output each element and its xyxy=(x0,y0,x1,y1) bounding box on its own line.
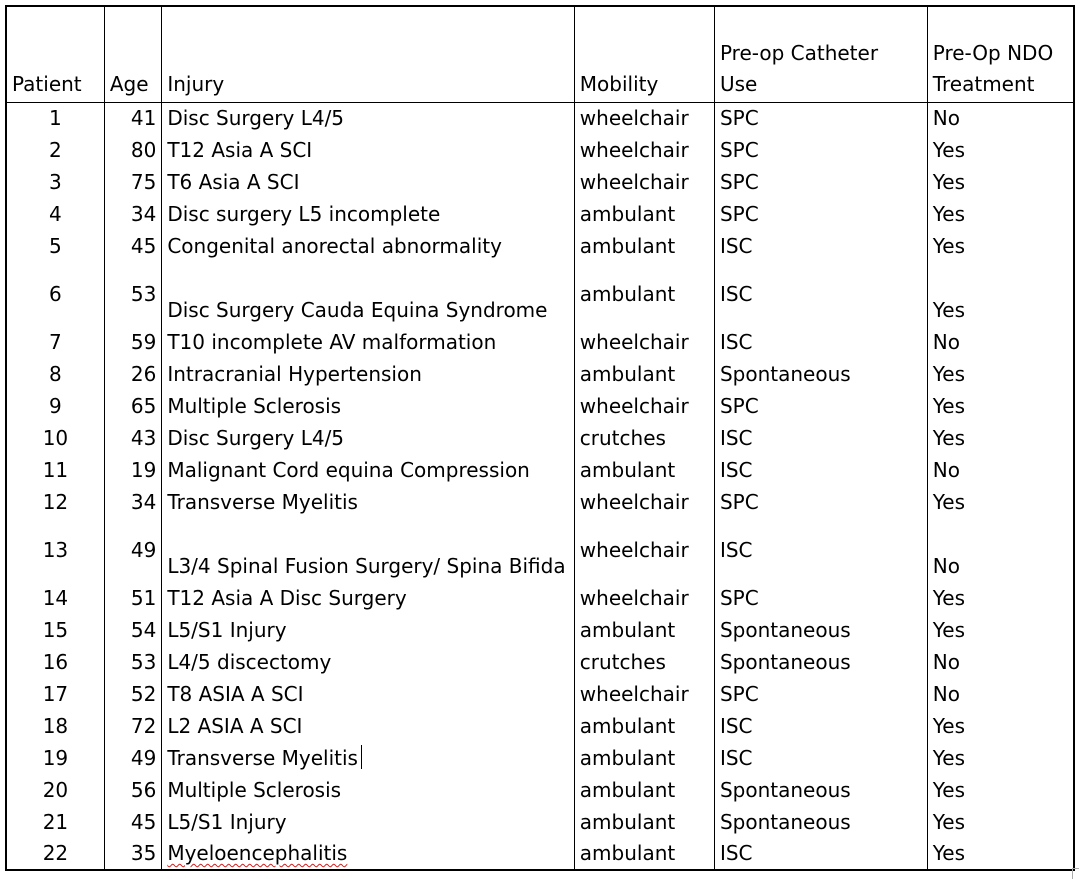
cell-patient-text: 5 xyxy=(49,233,62,258)
cell-patient-text: 15 xyxy=(42,617,69,642)
cell-age xyxy=(104,678,161,710)
cell-age-text: 43 xyxy=(130,425,157,450)
cell-age-text: 34 xyxy=(130,489,157,514)
cell-patient xyxy=(6,262,104,326)
cell-ndo-text: No xyxy=(932,682,960,706)
cell-injury xyxy=(162,646,574,678)
table-row xyxy=(6,390,1074,422)
cell-patient xyxy=(6,454,104,486)
header-row xyxy=(6,6,1074,102)
cell-ndo xyxy=(927,806,1074,838)
cell-mobility-text: ambulant xyxy=(579,617,676,642)
cell-injury-text: Multiple Sclerosis xyxy=(167,778,342,802)
cell-mobility-text: ambulant xyxy=(579,361,676,386)
cell-patient xyxy=(6,326,104,358)
cell-patient-text: 9 xyxy=(49,393,62,418)
table-row xyxy=(6,742,1074,774)
cell-patient-text: 22 xyxy=(42,841,69,865)
cell-age xyxy=(104,358,161,390)
patient-table-container xyxy=(5,5,1075,871)
cell-ndo-text: Yes xyxy=(932,490,966,514)
cell-age-text: 45 xyxy=(130,233,157,258)
cell-age-text: 54 xyxy=(130,617,157,642)
cell-ndo-text: Yes xyxy=(932,362,966,386)
cell-age-text: 56 xyxy=(130,777,157,802)
cell-ndo-text: Yes xyxy=(932,778,966,802)
cell-patient xyxy=(6,422,104,454)
cell-patient xyxy=(6,774,104,806)
cell-age-text: 72 xyxy=(130,713,157,738)
cell-mobility-text: wheelchair xyxy=(579,585,689,610)
cell-injury xyxy=(162,358,574,390)
cell-age-text: 80 xyxy=(130,137,157,162)
cell-age-text: 53 xyxy=(130,281,157,306)
cell-patient xyxy=(6,390,104,422)
cell-injury xyxy=(162,518,574,582)
cell-injury-text: T6 Asia A SCI xyxy=(167,170,300,194)
text-cursor xyxy=(361,745,362,769)
cell-mobility-text: ambulant xyxy=(579,777,676,802)
cell-mobility-text: ambulant xyxy=(579,233,676,258)
table-row xyxy=(6,838,1074,870)
cell-ndo xyxy=(927,134,1074,166)
cell-catheter xyxy=(714,742,927,774)
cell-ndo xyxy=(927,614,1074,646)
cell-age-text: 49 xyxy=(130,537,157,562)
cell-mobility-text: ambulant xyxy=(579,745,676,770)
cell-age xyxy=(104,518,161,582)
cell-catheter xyxy=(714,486,927,518)
cell-patient xyxy=(6,518,104,582)
cell-ndo-text: Yes xyxy=(932,618,966,642)
cell-mobility-text: wheelchair xyxy=(579,681,689,706)
table-row xyxy=(6,230,1074,262)
cell-catheter-text: ISC xyxy=(719,329,753,354)
cell-mobility xyxy=(574,262,714,326)
cell-mobility-text: wheelchair xyxy=(579,169,689,194)
cell-age xyxy=(104,134,161,166)
cell-catheter xyxy=(714,806,927,838)
cell-ndo xyxy=(927,518,1074,582)
cell-catheter-text: ISC xyxy=(719,281,753,306)
cell-ndo-text: No xyxy=(932,330,960,354)
cell-mobility xyxy=(574,358,714,390)
cell-injury-text: T10 incomplete AV malformation xyxy=(167,330,497,354)
cell-catheter-text: ISC xyxy=(719,457,753,482)
cell-catheter xyxy=(714,646,927,678)
cell-mobility xyxy=(574,134,714,166)
table-row xyxy=(6,422,1074,454)
cell-catheter-text: SPC xyxy=(719,137,759,162)
cell-injury xyxy=(162,166,574,198)
cell-catheter-text: ISC xyxy=(719,233,753,258)
cell-age xyxy=(104,646,161,678)
cell-injury xyxy=(162,710,574,742)
cell-ndo-text: Yes xyxy=(932,202,966,226)
cell-catheter xyxy=(714,614,927,646)
cell-ndo xyxy=(927,454,1074,486)
cell-catheter xyxy=(714,454,927,486)
cell-ndo-text: Yes xyxy=(932,746,966,770)
cell-age-text: 51 xyxy=(130,585,157,610)
cell-ndo xyxy=(927,166,1074,198)
cell-catheter xyxy=(714,134,927,166)
cell-injury-text: Disc Surgery L4/5 xyxy=(167,106,345,130)
cell-mobility xyxy=(574,806,714,838)
cell-patient xyxy=(6,486,104,518)
cell-injury-text: Transverse Myelitis xyxy=(167,746,358,770)
cell-catheter-text: Spontaneous xyxy=(719,777,851,802)
cell-age-text: 19 xyxy=(130,457,157,482)
cell-catheter xyxy=(714,358,927,390)
cell-age-text: 34 xyxy=(130,201,157,226)
cell-injury-text: T12 Asia A SCI xyxy=(167,138,313,162)
cell-age-text: 53 xyxy=(130,649,157,674)
cell-age xyxy=(104,454,161,486)
cell-patient-text: 7 xyxy=(49,329,62,354)
table-row xyxy=(6,358,1074,390)
cell-ndo xyxy=(927,582,1074,614)
cell-ndo-text: Yes xyxy=(932,714,966,738)
cell-injury xyxy=(162,422,574,454)
cell-ndo xyxy=(927,358,1074,390)
table-row xyxy=(6,710,1074,742)
cell-injury-text: L3/4 Spinal Fusion Surgery/ Spina Bifida xyxy=(167,554,566,578)
cell-injury-text: Multiple Sclerosis xyxy=(167,394,342,418)
cell-ndo xyxy=(927,774,1074,806)
cell-mobility-text: wheelchair xyxy=(579,137,689,162)
cell-catheter xyxy=(714,838,927,870)
cell-injury xyxy=(162,326,574,358)
cell-injury xyxy=(162,262,574,326)
cell-patient xyxy=(6,134,104,166)
cell-patient-text: 19 xyxy=(42,745,69,770)
cell-catheter-text: Spontaneous xyxy=(719,649,851,674)
cell-catheter-text: SPC xyxy=(719,489,759,514)
cell-catheter xyxy=(714,230,927,262)
cell-ndo xyxy=(927,422,1074,454)
cell-mobility-text: ambulant xyxy=(579,201,676,226)
table-row xyxy=(6,134,1074,166)
cell-patient-text: 4 xyxy=(49,201,62,226)
cell-patient xyxy=(6,742,104,774)
cell-mobility xyxy=(574,646,714,678)
cell-injury-text: L5/S1 Injury xyxy=(167,810,287,834)
header-ndo: Pre-Op NDO Treatment xyxy=(927,6,1074,102)
header-catheter: Pre-op Catheter Use xyxy=(714,6,927,102)
cell-ndo xyxy=(927,646,1074,678)
cell-mobility xyxy=(574,518,714,582)
cell-mobility xyxy=(574,198,714,230)
cell-age xyxy=(104,390,161,422)
cell-mobility xyxy=(574,230,714,262)
cell-catheter-text: ISC xyxy=(719,713,753,738)
cell-patient xyxy=(6,102,104,134)
cell-mobility xyxy=(574,838,714,870)
cell-age-text: 65 xyxy=(130,393,157,418)
cell-injury xyxy=(162,678,574,710)
cell-catheter xyxy=(714,390,927,422)
cell-mobility-text: wheelchair xyxy=(579,393,689,418)
cell-mobility xyxy=(574,742,714,774)
cell-ndo xyxy=(927,710,1074,742)
cell-catheter-text: ISC xyxy=(719,425,753,450)
cell-age-text: 35 xyxy=(130,841,157,865)
cell-patient-text: 16 xyxy=(42,649,69,674)
cell-patient xyxy=(6,614,104,646)
cell-ndo xyxy=(927,326,1074,358)
cell-mobility-text: ambulant xyxy=(579,841,676,865)
cell-mobility xyxy=(574,614,714,646)
cell-age-text: 59 xyxy=(130,329,157,354)
cell-catheter xyxy=(714,102,927,134)
cell-mobility-text: wheelchair xyxy=(579,105,689,130)
cell-injury-text: L4/5 discectomy xyxy=(167,650,332,674)
cell-mobility-text: ambulant xyxy=(579,457,676,482)
table-row xyxy=(6,262,1074,326)
cell-patient xyxy=(6,582,104,614)
header-age: Age xyxy=(104,6,161,102)
cell-injury-text: T12 Asia A Disc Surgery xyxy=(167,586,407,610)
cell-ndo-text: Yes xyxy=(932,170,966,194)
cell-catheter xyxy=(714,422,927,454)
cell-patient-text: 18 xyxy=(42,713,69,738)
cell-patient-text: 1 xyxy=(49,105,62,130)
cell-age xyxy=(104,774,161,806)
cell-catheter xyxy=(714,582,927,614)
cell-patient xyxy=(6,198,104,230)
cell-injury xyxy=(162,102,574,134)
cell-patient-text: 6 xyxy=(49,281,62,306)
cell-ndo-text: Yes xyxy=(932,586,966,610)
cell-mobility-text: ambulant xyxy=(579,809,676,834)
cell-mobility-text: wheelchair xyxy=(579,537,689,562)
cell-ndo xyxy=(927,742,1074,774)
cell-mobility-text: crutches xyxy=(579,425,666,450)
cell-injury-text: Disc surgery L5 incomplete xyxy=(167,202,441,226)
cell-ndo-text: Yes xyxy=(932,426,966,450)
table-row xyxy=(6,678,1074,710)
cell-age xyxy=(104,102,161,134)
cell-ndo-text: Yes xyxy=(932,138,966,162)
cell-mobility-text: wheelchair xyxy=(579,489,689,514)
cell-injury xyxy=(162,774,574,806)
cell-age xyxy=(104,262,161,326)
cell-ndo-text: Yes xyxy=(932,234,966,258)
cell-patient-text: 21 xyxy=(42,809,69,834)
cell-age xyxy=(104,742,161,774)
cell-catheter-text: ISC xyxy=(719,841,753,865)
cell-patient xyxy=(6,838,104,870)
cell-injury xyxy=(162,806,574,838)
cell-mobility xyxy=(574,326,714,358)
cell-mobility xyxy=(574,486,714,518)
table-row xyxy=(6,102,1074,134)
cell-injury-text: Intracranial Hypertension xyxy=(167,362,422,386)
cell-age xyxy=(104,710,161,742)
cell-ndo-text: No xyxy=(932,650,960,674)
cell-patient-text: 20 xyxy=(42,777,69,802)
header-patient: Patient xyxy=(6,6,104,102)
table-body xyxy=(6,102,1074,870)
cell-patient-text: 12 xyxy=(42,489,69,514)
cell-mobility-text: ambulant xyxy=(579,713,676,738)
cell-ndo xyxy=(927,838,1074,870)
cell-catheter-text: SPC xyxy=(719,681,759,706)
cell-injury-text: Disc Surgery L4/5 xyxy=(167,426,345,450)
cell-mobility xyxy=(574,454,714,486)
table-row xyxy=(6,614,1074,646)
cell-catheter-text: SPC xyxy=(719,201,759,226)
cell-injury-text: T8 ASIA A SCI xyxy=(167,682,304,706)
cell-mobility xyxy=(574,390,714,422)
cell-age xyxy=(104,486,161,518)
cell-catheter xyxy=(714,774,927,806)
cell-patient xyxy=(6,646,104,678)
cell-age xyxy=(104,582,161,614)
cell-ndo-text: No xyxy=(932,106,960,130)
cell-ndo-text: Yes xyxy=(932,810,966,834)
cell-age-text: 41 xyxy=(130,105,157,130)
cell-age xyxy=(104,166,161,198)
cell-ndo xyxy=(927,486,1074,518)
cell-ndo xyxy=(927,198,1074,230)
patient-table xyxy=(5,5,1075,871)
cell-catheter-text: Spontaneous xyxy=(719,617,851,642)
cell-catheter-text: ISC xyxy=(719,537,753,562)
cell-mobility-text: crutches xyxy=(579,649,666,674)
table-row xyxy=(6,454,1074,486)
cell-catheter xyxy=(714,198,927,230)
header-injury: Injury xyxy=(162,6,574,102)
cell-injury-text: L5/S1 Injury xyxy=(167,618,287,642)
cell-ndo-text: Yes xyxy=(932,394,966,418)
cell-age-text: 45 xyxy=(130,809,157,834)
cell-ndo xyxy=(927,262,1074,326)
table-row xyxy=(6,806,1074,838)
table-row xyxy=(6,518,1074,582)
cell-injury xyxy=(162,838,574,870)
table-row xyxy=(6,582,1074,614)
cell-patient xyxy=(6,678,104,710)
cell-catheter-text: SPC xyxy=(719,393,759,418)
cell-ndo xyxy=(927,678,1074,710)
table-row xyxy=(6,198,1074,230)
table-row xyxy=(6,646,1074,678)
cell-catheter xyxy=(714,678,927,710)
cell-catheter xyxy=(714,166,927,198)
cell-ndo-text: No xyxy=(932,554,960,578)
cell-mobility xyxy=(574,166,714,198)
cell-patient xyxy=(6,806,104,838)
cell-injury xyxy=(162,390,574,422)
cell-age-text: 49 xyxy=(130,745,157,770)
cell-injury xyxy=(162,614,574,646)
cell-injury xyxy=(162,454,574,486)
cell-age xyxy=(104,806,161,838)
cell-age-text: 52 xyxy=(130,681,157,706)
cell-injury-text: Transverse Myelitis xyxy=(167,490,358,514)
cell-patient xyxy=(6,358,104,390)
cell-ndo-text: Yes xyxy=(932,841,966,865)
cell-age xyxy=(104,230,161,262)
cell-catheter-text: SPC xyxy=(719,169,759,194)
cell-injury-text: Congenital anorectal abnormality xyxy=(167,234,502,258)
cell-patient xyxy=(6,230,104,262)
cell-patient-text: 2 xyxy=(49,137,62,162)
cell-age xyxy=(104,838,161,870)
cell-catheter-text: SPC xyxy=(719,105,759,130)
cell-mobility xyxy=(574,102,714,134)
cell-age xyxy=(104,422,161,454)
cell-injury-text: Myeloencephalitis xyxy=(167,841,348,865)
cell-mobility-text: ambulant xyxy=(579,281,676,306)
cell-ndo xyxy=(927,390,1074,422)
cell-injury xyxy=(162,742,574,774)
cell-injury-text: L2 ASIA A SCI xyxy=(167,714,303,738)
cell-catheter-text: Spontaneous xyxy=(719,809,851,834)
cell-patient xyxy=(6,710,104,742)
cell-age xyxy=(104,614,161,646)
cell-patient-text: 10 xyxy=(42,425,69,450)
cell-patient xyxy=(6,166,104,198)
cell-injury xyxy=(162,134,574,166)
cell-catheter xyxy=(714,326,927,358)
cell-catheter-text: ISC xyxy=(719,745,753,770)
cell-age-text: 26 xyxy=(130,361,157,386)
cell-ndo xyxy=(927,230,1074,262)
cell-ndo xyxy=(927,102,1074,134)
header-mobility: Mobility xyxy=(574,6,714,102)
cell-age-text: 75 xyxy=(130,169,157,194)
cell-ndo-text: Yes xyxy=(932,298,966,322)
table-row xyxy=(6,326,1074,358)
cell-mobility xyxy=(574,678,714,710)
cell-catheter xyxy=(714,710,927,742)
cell-catheter xyxy=(714,518,927,582)
cell-patient-text: 8 xyxy=(49,361,62,386)
cell-mobility xyxy=(574,774,714,806)
table-row xyxy=(6,774,1074,806)
cell-catheter-text: Spontaneous xyxy=(719,361,851,386)
cell-mobility xyxy=(574,422,714,454)
cell-patient-text: 13 xyxy=(42,537,69,562)
cell-age xyxy=(104,198,161,230)
cell-mobility xyxy=(574,582,714,614)
resize-handle[interactable] xyxy=(1072,868,1079,879)
cell-injury-text: Disc Surgery Cauda Equina Syndrome xyxy=(167,298,548,322)
cell-injury xyxy=(162,486,574,518)
table-row xyxy=(6,166,1074,198)
cell-mobility xyxy=(574,710,714,742)
cell-injury xyxy=(162,582,574,614)
cell-injury-text: Malignant Cord equina Compression xyxy=(167,458,530,482)
cell-injury xyxy=(162,230,574,262)
cell-ndo-text: No xyxy=(932,458,960,482)
cell-catheter-text: SPC xyxy=(719,585,759,610)
table-row xyxy=(6,486,1074,518)
cell-injury xyxy=(162,198,574,230)
cell-mobility-text: wheelchair xyxy=(579,329,689,354)
cell-catheter xyxy=(714,262,927,326)
cell-patient-text: 14 xyxy=(42,585,69,610)
cell-patient-text: 17 xyxy=(42,681,69,706)
cell-patient-text: 11 xyxy=(42,457,69,482)
cell-age xyxy=(104,326,161,358)
cell-patient-text: 3 xyxy=(49,169,62,194)
